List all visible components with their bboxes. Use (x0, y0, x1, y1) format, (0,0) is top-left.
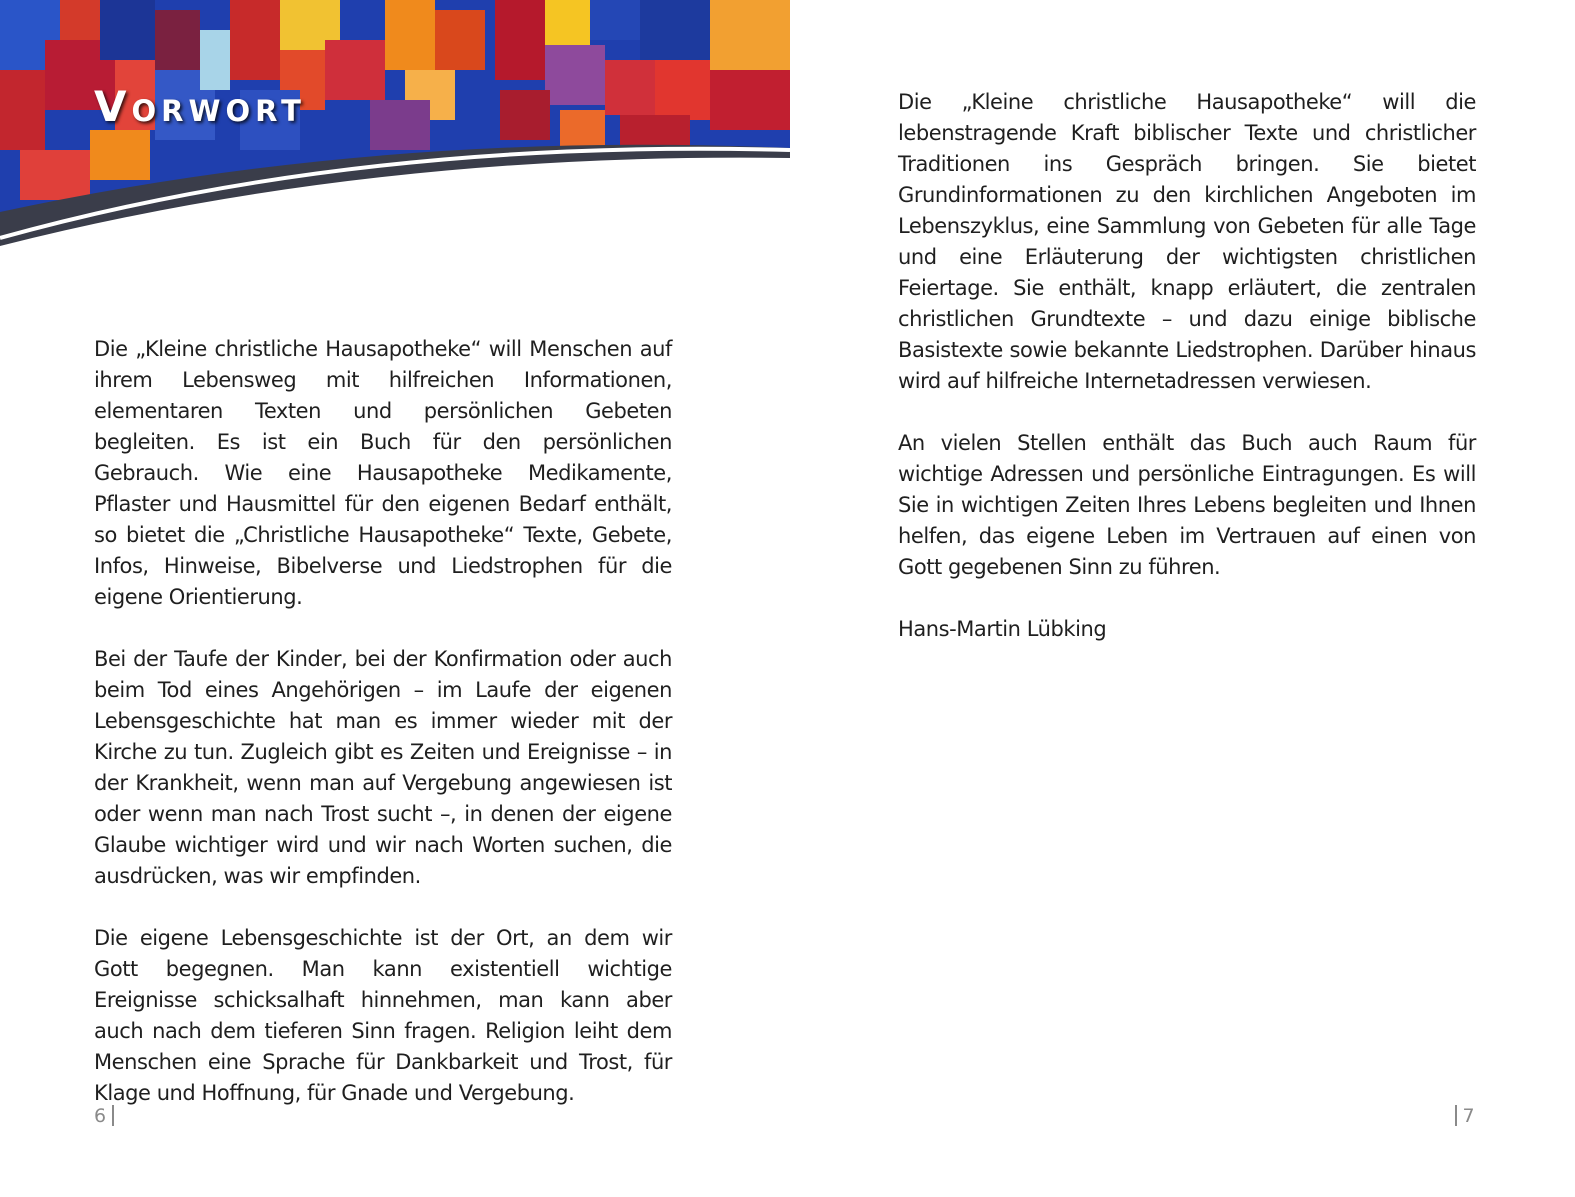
paragraph: An vielen Stellen enthält das Buch auch Raum für wichtige Adressen und persönliche Eintragungen. Es will Sie in wichtigen Zeiten Ihres Lebens begleiten und Ihnen helfen, das eigene Leben im Vertrauen auf einen von Gott gegebenen Sinn zu führen. (898, 431, 1476, 579)
paragraph: Die „Kleine christliche Hausapotheke“ will Menschen auf ihrem Lebensweg mit hilfreichen Informationen, elementaren Texten und persönlichen Gebeten begleiten. Es ist ein Buch für den persönlichen Gebrauch. Wie eine Hausapotheke Medikamente, Pflaster und Hausmittel für den eigenen Bedarf enthält, so bietet die „Christliche Hausapotheke“ Texte, Gebete, Infos, Hinweise, Bibelverse und Liedstrophen für die eigene Orientierung. (94, 337, 672, 609)
page-number-divider (112, 1105, 114, 1126)
page-number-left (94, 1104, 114, 1128)
page-number-value: 6 (94, 1105, 107, 1127)
left-page-body (94, 334, 672, 1109)
paragraph: Die „Kleine christliche Hausapotheke“ will die lebenstragende Kraft biblischer Texte und christlicher Traditionen ins Gespräch bringen. Sie bietet Grundinformationen zu den kirchlichen Angeboten im Lebenszyklus, eine Sammlung von Gebeten für alle Tage und eine Erläuterung der wichtigsten christlichen Feiertage. Sie enthält, knapp erläutert, die zentralen christlichen Grundtexte – und dazu einige biblische Basistexte sowie bekannte Liedstrophen. Darüber hinaus wird auf hilfreiche Internetadressen verwiesen. (898, 90, 1476, 393)
right-page (788, 0, 1575, 1197)
right-page-body (898, 87, 1476, 645)
page-number-value: 7 (1462, 1105, 1475, 1127)
page-title: Vorwort (94, 82, 306, 131)
page-number-divider (1455, 1105, 1457, 1126)
page-number-right (1455, 1104, 1475, 1128)
author-signature: Hans-Martin Lübking (898, 617, 1107, 641)
paragraph: Bei der Taufe der Kinder, bei der Konfirmation oder auch beim Tod eines Angehörigen – im Laufe der eigenen Lebensgeschichte hat man es immer wieder mit der Kirche zu tun. Zugleich gibt es Zeiten und Ereignisse – in der Krankheit, wenn man auf Vergebung angewiesen ist oder wenn man nach Trost sucht –, in denen der eigene Glaube wichtiger wird und wir nach Worten suchen, die ausdrücken, was wir empfinden. (94, 647, 672, 888)
paragraph: Die eigene Lebensgeschichte ist der Ort, an dem wir Gott begegnen. Man kann existentiell wichtige Ereignisse schicksalhaft hinnehmen, man kann aber auch nach dem tieferen Sinn fragen. Religion leiht dem Menschen eine Sprache für Dankbarkeit und Trost, für Klage und Hoffnung, für Gnade und Vergebung. (94, 926, 672, 1105)
